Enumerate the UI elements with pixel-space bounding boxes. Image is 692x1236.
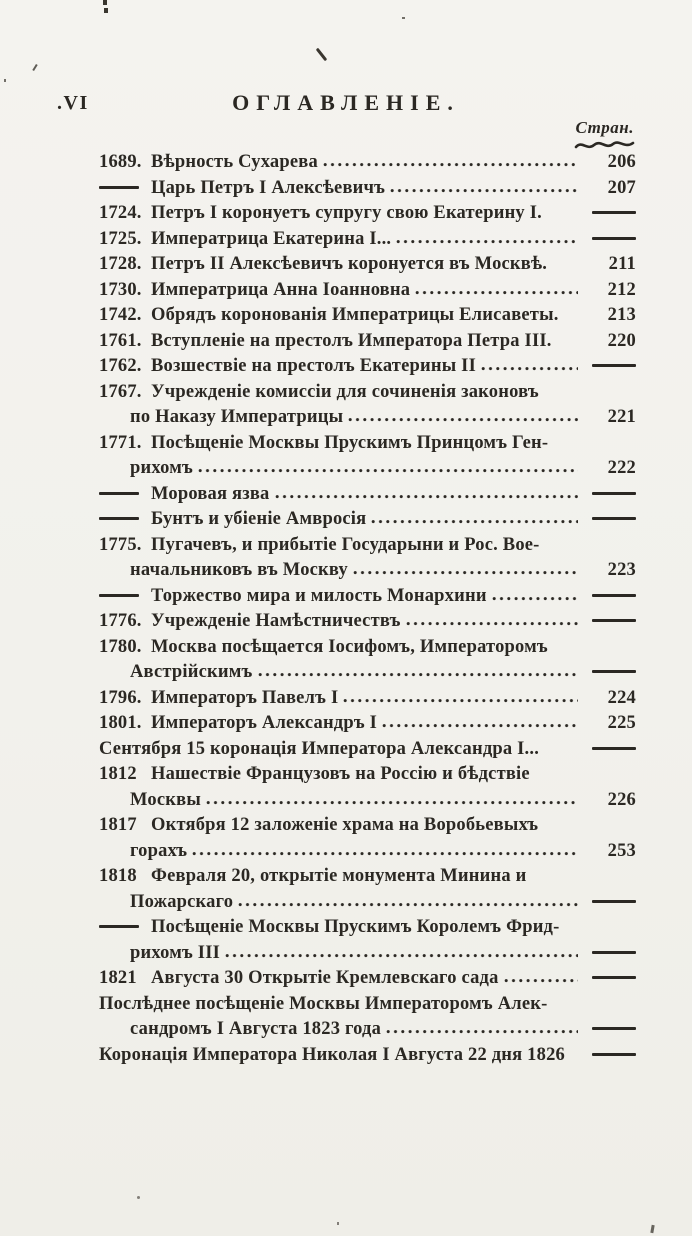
toc-row	[99, 864, 636, 890]
toc-row	[99, 788, 636, 814]
toc-year: 1724.	[99, 203, 142, 223]
toc-row	[99, 380, 636, 406]
scan-artifact	[137, 1196, 140, 1199]
toc-year	[99, 176, 151, 202]
toc-entry-text: горахъ	[130, 840, 188, 861]
toc-row	[99, 711, 636, 737]
toc-entry-text: Москвы	[130, 789, 201, 810]
toc-row	[99, 278, 636, 304]
same-page-dash	[592, 517, 636, 520]
dot-leader	[396, 239, 578, 244]
toc-page	[582, 966, 636, 992]
toc-year: 1775.	[99, 534, 142, 555]
dot-leader	[323, 162, 578, 167]
toc-year	[99, 507, 151, 533]
dot-leader	[492, 596, 578, 601]
dot-leader	[415, 290, 578, 295]
dot-leader	[198, 468, 578, 473]
toc-entry-text: Императрица Екатерина I...	[151, 228, 392, 249]
toc-row	[99, 890, 636, 916]
scan-artifact	[32, 64, 37, 71]
toc-page: 211	[608, 254, 636, 274]
toc-year: 1776.	[99, 611, 142, 631]
toc-entry-text: Царь Петръ I Алексѣевичъ	[151, 177, 386, 198]
toc-entry-text: Февраля 20, открытіе монумента Минина и	[151, 866, 527, 886]
toc-entry-text: Моровая язва	[151, 483, 270, 504]
toc-row	[99, 150, 636, 176]
toc-row	[99, 507, 636, 533]
toc-row	[99, 405, 636, 431]
toc-page	[582, 1043, 636, 1069]
toc-row	[99, 737, 636, 763]
toc-year: 1818	[99, 866, 137, 886]
toc-entry-text: Сентября 15 коронація Императора Александра I...	[99, 738, 540, 759]
same-page-dash	[592, 211, 636, 214]
toc-entry-text: Посѣщеніе Москвы Прускимъ Королемъ Фрид-	[151, 917, 560, 937]
toc-year: 1767.	[99, 381, 142, 402]
dot-leader	[382, 723, 578, 728]
dot-leader	[390, 188, 578, 193]
toc-entry-text: Вѣрность Сухарева	[151, 152, 318, 172]
toc-page	[582, 737, 636, 763]
toc-row	[99, 431, 636, 457]
toc-entry-text: Октября 12 заложеніе храма на Воробьевыхъ	[151, 815, 539, 835]
toc-row	[99, 1043, 636, 1069]
toc-row	[99, 456, 636, 482]
same-page-dash	[592, 747, 636, 750]
dot-leader	[353, 570, 578, 575]
same-page-dash	[592, 951, 636, 954]
toc-row	[99, 533, 636, 559]
dot-leader	[481, 366, 578, 371]
toc-row	[99, 635, 636, 661]
toc-entry-text: Петръ II Алексѣевичъ коронуется въ Москвѣ.	[151, 254, 548, 274]
page-folio-number: .VI	[57, 92, 89, 114]
toc-entry-text: Учрежденіе комиссіи для сочиненія законовъ	[151, 381, 539, 402]
toc-year: 1817	[99, 815, 137, 835]
dot-leader	[258, 672, 578, 677]
toc-page	[582, 1017, 636, 1043]
scan-artifact	[650, 1225, 654, 1233]
same-page-dash	[592, 237, 636, 240]
toc-page: 224	[607, 687, 636, 708]
toc-page	[582, 609, 636, 635]
same-page-dash	[592, 594, 636, 597]
same-page-dash	[592, 364, 636, 367]
toc-row	[99, 176, 636, 202]
toc-page	[582, 227, 636, 253]
scan-artifact	[337, 1222, 339, 1225]
toc-row	[99, 660, 636, 686]
toc-entry-text: Посѣщеніе Москвы Прускимъ Принцомъ Ген-	[151, 432, 549, 453]
toc-page	[582, 890, 636, 916]
toc-entry-text: по Наказу Императрицы	[130, 407, 344, 427]
toc-entry-text: рихомъ III	[130, 942, 221, 963]
toc-row	[99, 303, 636, 329]
repeat-year-dash	[99, 492, 139, 495]
toc-page: 253	[607, 840, 636, 861]
toc-year: 1801.	[99, 713, 142, 733]
toc-entry-text: Коронація Императора Николая I Августа 22 дня 1826	[99, 1044, 565, 1065]
toc-entry-text: Торжество мира и милость Монархини	[151, 585, 487, 606]
toc-year	[99, 482, 151, 508]
toc-entry-text: сандромъ I Августа 1823 года	[130, 1019, 382, 1039]
toc-entry-text: Императоръ Павелъ I	[151, 687, 339, 708]
toc-page	[582, 354, 636, 380]
toc-page	[582, 660, 636, 686]
toc-row	[99, 762, 636, 788]
toc-entry-text: рихомъ	[130, 458, 193, 478]
toc-entry-text: Вступленіе на престолъ Императора Петра III.	[151, 330, 552, 351]
toc-row	[99, 966, 636, 992]
repeat-year-dash	[99, 594, 139, 597]
dot-leader	[192, 851, 578, 856]
toc-page	[582, 507, 636, 533]
same-page-dash	[592, 1053, 636, 1056]
toc-row	[99, 584, 636, 610]
toc-row	[99, 329, 636, 355]
toc-row	[99, 686, 636, 712]
toc-entry-text: начальниковъ въ Москву	[130, 560, 348, 580]
toc-row	[99, 558, 636, 584]
toc-page: 207	[607, 177, 636, 198]
toc-row	[99, 482, 636, 508]
toc-year: 1812	[99, 764, 137, 784]
toc-page: 225	[607, 713, 636, 733]
scan-artifact	[316, 48, 328, 62]
dot-leader	[343, 698, 578, 703]
scan-artifact	[402, 17, 405, 19]
toc-page: 223	[607, 560, 636, 580]
toc-entry-text: Возшествіе на престолъ Екатерины II	[151, 356, 476, 376]
toc-year: 1761.	[99, 330, 142, 351]
dot-leader	[406, 621, 578, 626]
toc-row	[99, 227, 636, 253]
toc-page	[582, 482, 636, 508]
toc-entry-text: Императоръ Александръ I	[151, 713, 378, 733]
toc-page	[582, 584, 636, 610]
toc-entry-text: Обрядъ коронованія Императрицы Елисаветы.	[151, 305, 559, 325]
toc-page	[582, 941, 636, 967]
toc-entry-text: Пожарскаго	[130, 891, 234, 912]
repeat-year-dash	[99, 186, 139, 189]
dot-leader	[275, 494, 578, 499]
toc-row	[99, 609, 636, 635]
toc-entry-text: Августа 30 Открытіе Кремлевскаго сада	[151, 968, 499, 988]
same-page-dash	[592, 619, 636, 622]
toc-entry-text: Учрежденіе Намѣстничествъ	[151, 611, 401, 631]
toc-row	[99, 201, 636, 227]
toc-entry-text: Петръ I коронуетъ супругу свою Екатерину I.	[151, 203, 542, 223]
toc-page: 226	[607, 789, 636, 810]
toc-page: 213	[607, 305, 636, 325]
toc-page: 222	[607, 458, 636, 478]
dot-leader	[206, 800, 578, 805]
toc-year: 1728.	[99, 254, 142, 274]
toc-row	[99, 992, 636, 1018]
scan-artifact	[103, 0, 107, 5]
toc-row	[99, 354, 636, 380]
same-page-dash	[592, 900, 636, 903]
toc-year: 1796.	[99, 687, 142, 708]
same-page-dash	[592, 976, 636, 979]
toc-row	[99, 813, 636, 839]
same-page-dash	[592, 492, 636, 495]
toc-year: 1725.	[99, 228, 142, 249]
toc-row	[99, 252, 636, 278]
same-page-dash	[592, 1027, 636, 1030]
toc-entry-text: Австрійскимъ	[130, 662, 253, 682]
toc-page: 212	[607, 279, 636, 300]
dot-leader	[371, 519, 578, 524]
toc-entry-text: Бунтъ и убіеніе Амвросія	[151, 509, 367, 529]
toc-year: 1821	[99, 968, 137, 988]
toc-row	[99, 1017, 636, 1043]
toc-page: 206	[607, 152, 636, 172]
toc-list	[99, 150, 636, 1068]
toc-entry-text: Москва посѣщается Іосифомъ, Императоромъ	[151, 636, 548, 657]
scan-artifact	[4, 79, 6, 82]
toc-year: 1762.	[99, 356, 142, 376]
toc-page: 221	[607, 407, 636, 427]
toc-row	[99, 915, 636, 941]
toc-entry-text: Императрица Анна Іоанновна	[151, 279, 411, 300]
repeat-year-dash	[99, 517, 139, 520]
toc-year: 1742.	[99, 305, 142, 325]
toc-year: 1771.	[99, 432, 142, 453]
toc-year: 1689.	[99, 152, 142, 172]
toc-year	[99, 915, 151, 941]
dot-leader	[386, 1029, 578, 1034]
page-title: ОГЛАВЛЕНІЕ.	[232, 90, 460, 115]
toc-year	[99, 584, 151, 610]
repeat-year-dash	[99, 925, 139, 928]
dot-leader	[504, 978, 578, 983]
toc-row	[99, 839, 636, 865]
toc-page	[582, 201, 636, 227]
dot-leader	[238, 902, 578, 907]
toc-entry-text: Пугачевъ, и прибытіе Государыни и Рос. Вое-	[151, 534, 540, 555]
toc-page: 220	[607, 330, 636, 351]
toc-entry-text: Нашествіе Французовъ на Россію и бѣдствіе	[151, 764, 530, 784]
toc-year: 1780.	[99, 636, 142, 657]
dot-leader	[348, 417, 578, 422]
same-page-dash	[592, 670, 636, 673]
toc-row	[99, 941, 636, 967]
toc-entry-text: Послѣднее посѣщеніе Москвы Императоромъ Алек-	[99, 993, 548, 1014]
dot-leader	[225, 953, 578, 958]
page-column-header: Стран.	[575, 118, 634, 137]
toc-year: 1730.	[99, 279, 142, 300]
